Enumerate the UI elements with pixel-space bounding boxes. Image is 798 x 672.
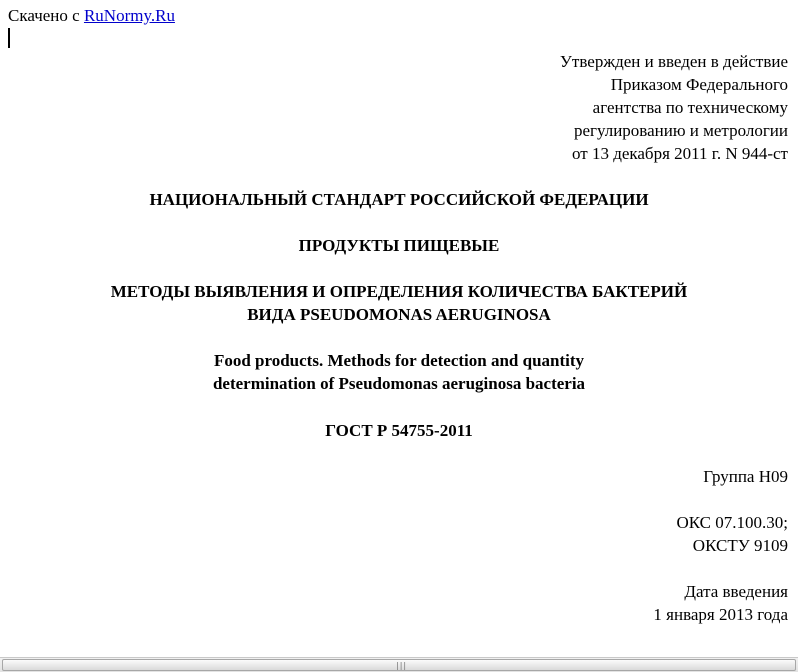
gost-number-text: ГОСТ Р 54755-2011 bbox=[325, 421, 473, 440]
gost-number bbox=[0, 419, 798, 442]
english-title-line: Food products. Methods for detection and quantity bbox=[213, 351, 585, 370]
scrollbar-thumb[interactable] bbox=[2, 659, 796, 671]
introduction-label: Дата введения bbox=[684, 582, 788, 601]
products-title bbox=[0, 234, 798, 257]
introduction-date bbox=[653, 580, 788, 626]
introduction-date-value: 1 января 2013 года bbox=[653, 605, 788, 624]
english-title bbox=[0, 349, 798, 395]
products-text: ПРОДУКТЫ ПИЩЕВЫЕ bbox=[298, 236, 500, 255]
approval-line: Утвержден и введен в действие bbox=[559, 52, 788, 71]
approval-line: агентства по техническому bbox=[592, 98, 788, 117]
national-standard-text: НАЦИОНАЛЬНЫЙ СТАНДАРТ РОССИЙСКОЙ ФЕДЕРАЦИИ bbox=[149, 190, 649, 209]
group-code-text: Группа Н09 bbox=[703, 467, 788, 486]
horizontal-scrollbar[interactable] bbox=[0, 657, 798, 672]
approval-block bbox=[560, 50, 788, 165]
methods-title-line: ВИДА PSEUDOMONAS AERUGINOSA bbox=[247, 305, 551, 324]
methods-title bbox=[0, 280, 798, 326]
approval-line: Приказом Федерального bbox=[610, 75, 788, 94]
group-code bbox=[703, 465, 788, 488]
english-title-line: determination of Pseudomonas aeruginosa bacteria bbox=[212, 374, 586, 393]
approval-line: от 13 декабря 2011 г. N 944-ст bbox=[571, 144, 788, 163]
source-link[interactable]: RuNormy.Ru bbox=[83, 6, 175, 25]
approval-line: регулированию и метрологии bbox=[573, 121, 788, 140]
grip-icon: ||| bbox=[396, 661, 408, 670]
source-prefix: Скачено с bbox=[8, 6, 84, 25]
methods-title-line: МЕТОДЫ ВЫЯВЛЕНИЯ И ОПРЕДЕЛЕНИЯ КОЛИЧЕСТВА БАКТЕРИЙ bbox=[110, 282, 688, 301]
national-standard-title bbox=[0, 188, 798, 211]
source-line bbox=[8, 6, 175, 26]
oks-code: ОКС 07.100.30; bbox=[676, 513, 788, 532]
text-cursor bbox=[8, 28, 10, 48]
classification-codes bbox=[676, 511, 788, 557]
okstu-code: ОКСТУ 9109 bbox=[692, 536, 788, 555]
